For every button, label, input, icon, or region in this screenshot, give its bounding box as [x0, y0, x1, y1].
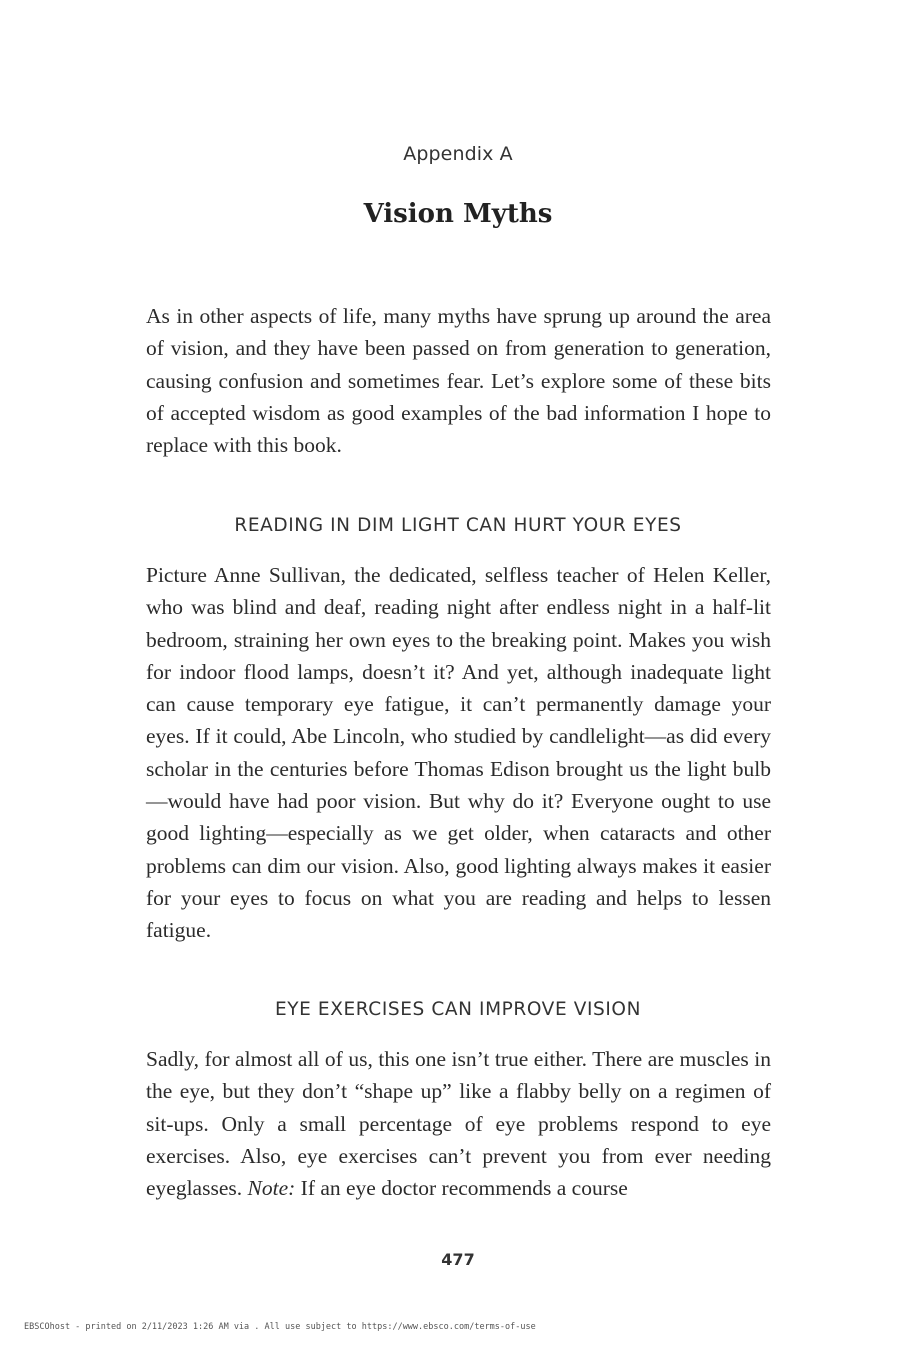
section-body-continuation: If an eye doctor recommends a course — [295, 1176, 628, 1201]
section-body-text: Sadly, for almost all of us, this one isn’t true either. There are muscles in the eye, but they don’t “shape up” like a flabby belly on a regimen of sit-ups. Only a small percentage of eye problems respond to eye exercises. Also, eye exercises can’t prevent you from ever needing eyeglasses. — [146, 1047, 771, 1201]
intro-paragraph: As in other aspects of life, many myths have sprung up around the area of vision, and they have been passed on from generation to generation, causing confusion and sometimes fear. Let’s explore some of these bits of accepted wisdom as good examples of the bad information I hope to replace with this book. — [146, 304, 771, 458]
section-body-eye-exercises — [146, 1043, 771, 1204]
section-heading-eye-exercises: EYE EXERCISES CAN IMPROVE VISION — [274, 999, 642, 1020]
print-footer: EBSCOhost - printed on 2/11/2023 1:26 AM via . All use subject to https://www.ebsco.com/terms-of-use — [24, 1322, 536, 1332]
page-number: 477 — [441, 1250, 475, 1269]
chapter-title: Vision Myths — [363, 199, 553, 229]
appendix-label: Appendix A — [403, 143, 513, 165]
note-label: Note: — [247, 1176, 296, 1201]
section-body-dim-light: Picture Anne Sullivan, the dedicated, selfless teacher of Helen Keller, who was blind and deaf, reading night after endless night in a half-lit bedroom, straining her own eyes to the breaking point. Makes you wish for indoor flood lamps, doesn’t it? And yet, although inadequate light can cause temporary eye fatigue, it can’t permanently damage your eyes. If it could, Abe Lincoln, who studied by candlelight—as did every scholar in the centuries before Thomas Edison brought us the light bulb—would have had poor vision. But why do it? Everyone ought to use good lighting—especially as we get older, when cataracts and other problems can dim our vision. Also, good lighting always makes it easier for your eyes to focus on what you are reading and helps to lessen fatigue. — [146, 563, 771, 943]
section-heading-dim-light: READING IN DIM LIGHT CAN HURT YOUR EYES — [234, 515, 682, 536]
